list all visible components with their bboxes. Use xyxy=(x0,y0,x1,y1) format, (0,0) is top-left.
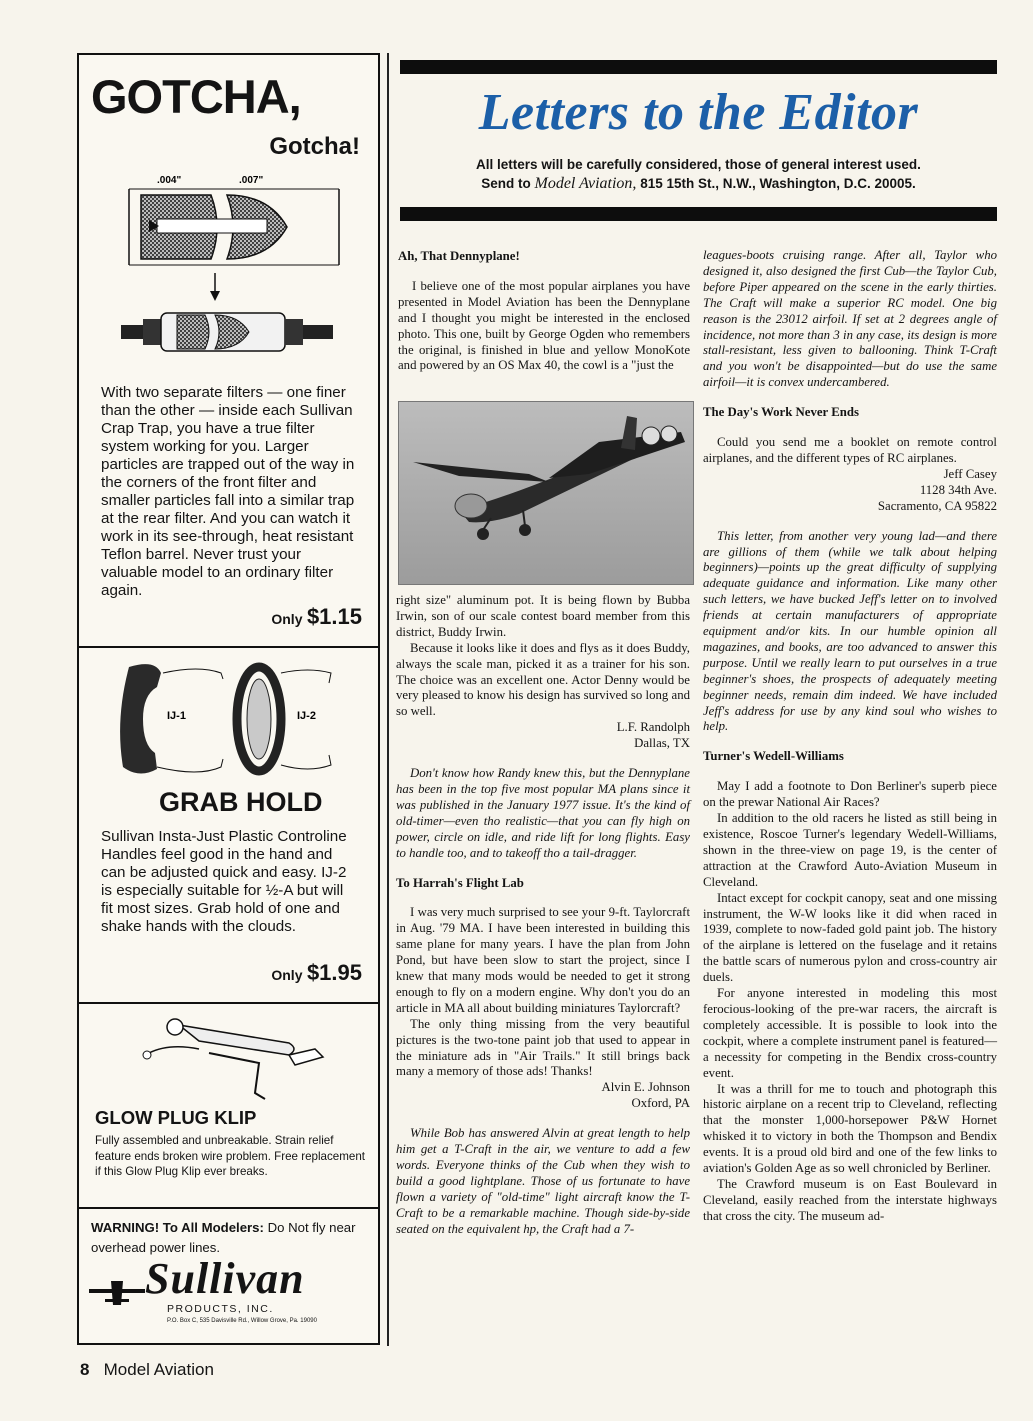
airplane-icon xyxy=(399,402,693,584)
send-to-address: 815 15th St., N.W., Washington, D.C. 20005. xyxy=(640,176,916,191)
letters-column-1-top xyxy=(398,249,690,374)
letter-heading: Turner's Wedell-Williams xyxy=(703,749,844,764)
ad-subheadline: Gotcha! xyxy=(269,133,360,160)
sullivan-address: P.O. Box C, 535 Davisville Rd., Willow Grove, Pa. 19090 xyxy=(167,1318,317,1324)
crap-trap-price xyxy=(271,604,362,630)
handle-label-ij1: IJ-1 xyxy=(167,710,186,722)
letter-paragraph: Could you send me a booklet on remote control airplanes, and the different types of RC airplanes. xyxy=(703,435,997,465)
letter-paragraph: May I add a footnote to Don Berliner's superb piece on the prewar National Air Races? xyxy=(703,779,997,810)
letter-paragraph: The Crawford museum is on East Boulevard in Cleveland, easily reached from the interstate highways that cross the city. The museum ad- xyxy=(703,1176,997,1223)
letters-column-1-bottom xyxy=(396,593,690,1238)
letter-heading: Ah, That Dennyplane! xyxy=(398,249,520,263)
letters-subtitle-line2 xyxy=(400,175,997,193)
letter-paragraph: It was a thrill for me to touch and photograph this historic airplane on a recent trip to Cleveland, reflecting that the monster 1,000-horsepower P&W Hornet whisked it to victory in both the Thompson and Bendix events. It is a proud old bird and one of the few links to aviation's Golden Age as so well chronicled by Berliner. xyxy=(703,1081,997,1176)
ad-headline: GOTCHA, xyxy=(91,70,301,123)
page-footer xyxy=(80,1360,214,1380)
editor-reply: Don't know how Randy knew this, but the Dennyplane has been in the top five most popular MA plans since it was published in the January 1977 issue. It's the kind of old-timer—even tho realistic—that you can fly high on power, circle on idle, and ride lift for long flights. Easy to handle too, and to takeoff tho a tail-dragger. xyxy=(396,766,690,860)
handle-label-ij2: IJ-2 xyxy=(297,710,316,722)
letter-paragraph: The only thing missing from the very beautiful pictures is the two-tone paint job that used to appear in the miniature ads in "Air Trails." It still brings back many a memory of those ads! Thanks! xyxy=(396,1016,690,1079)
letter-paragraph: Intact except for cockpit canopy, seat and one missing instrument, the W-W looks like it did when raced in 1939, complete to now-faded gold paint job. The history of the airplane is lettered on the fuselage and it retains the battle scars of numerous pylon and cross-country air duels. xyxy=(703,890,997,985)
warning-label: WARNING! To All Modelers: xyxy=(91,1220,264,1235)
letter-signature-place: Dallas, TX xyxy=(634,736,690,751)
editor-reply: leagues-boots cruising range. After all, Taylor who designed it, also designed the first Cub—the Taylor Cub, before Piper appeared on the scene in the early thirties. The Craft will make a superior RC model. One big reason is the 23012 airfoil. If set at 2 degrees angle of incidence, not more than 3 in any case, its design is more stall-resistant, less given to ballooning. Think T-Craft and you won't be disappointed—but do use the same airfoil—it is convex undercambered. xyxy=(703,248,997,390)
editor-reply: While Bob has answered Alvin at great length to help him get a T-Craft in the air, we venture to add a few words. Everyone thinks of the Cub when they wish to build a good lightplane. Those of us fortunate to have flown a variety of "old-time" light aircraft know the T-Craft to be a remarkable machine. Though side-by-side seated on the equivalent hp, the Craft had a 7- xyxy=(396,1126,690,1236)
letter-signature-name: Alvin E. Johnson xyxy=(601,1080,690,1095)
editor-reply: This letter, from another very young lad—and there are gillions of them (while we talk about helping beginners)—points up the great difficulty of supplying adequate guidance and information. Like many other such letters, we have bucked Jeff's letter on to involved friends at certain manufacturers of appropriate equipment and/or kits. In our humble opinion all magazines, and books, are too advanced to answer this purpose. Until we really learn to put ourselves in a true beginner's shoes, the prospects of adequately meeting beginner needs, remain dim indeed. We have included Jeff's address for use by any kind soul who wishes to help. xyxy=(703,528,997,734)
warning-notice xyxy=(91,1218,367,1258)
sullivan-advertisement xyxy=(77,53,380,1345)
magazine-name: Model Aviation xyxy=(103,1360,214,1379)
warning-text: Do Not fly near overhead power lines. xyxy=(91,1220,356,1255)
sullivan-wordmark: Sullivan xyxy=(145,1254,305,1303)
letter-paragraph: For anyone interested in modeling this most ferocious-looking of the pre-war racers, the aircraft is completely accessible. It is possible to look into the cockpit, where a complete instrument panel is featured—a necessity for competing in the Bendix cross-country event. xyxy=(703,986,997,1080)
letter-signature-place: Sacramento, CA 95822 xyxy=(877,498,997,513)
letter-heading: To Harrah's Flight Lab xyxy=(396,875,524,890)
grab-hold-description: Sullivan Insta-Just Plastic Controline Handles feel good in the hand and can be adjusted quick and easy. IJ-2 is especially suitable for ½-A but will fit most sizes. Grab hold of one and shake hands with the clouds. xyxy=(101,828,347,935)
send-to-label: Send to xyxy=(481,176,531,191)
send-to-magazine: Model Aviation, xyxy=(534,175,637,192)
letter-signature-place: Oxford, PA xyxy=(631,1096,690,1111)
grab-hold-price xyxy=(271,960,362,986)
header-bar-top xyxy=(400,60,997,74)
price-amount: $1.15 xyxy=(306,604,362,629)
letter-signature-name: L.F. Randolph xyxy=(616,720,690,735)
glow-plug-klip-illustration xyxy=(139,1013,339,1103)
divider xyxy=(79,1207,378,1209)
letter-paragraph: I was very much surprised to see your 9-ft. Taylorcraft in Aug. '79 MA. I have been interested in building this same plane for many years. I have the plan from John Pond, but have been slow to start the project, since I knew that many mods would be needed to get it strong enough to fly on a modern engine. Why don't you do an article in MA all about building miniatures Taylorcraft? xyxy=(396,905,690,1015)
filter-label-004: .004" xyxy=(157,175,182,186)
letter-signature-name: Jeff Casey xyxy=(943,466,997,481)
price-only-label: Only xyxy=(271,611,303,627)
header-bar-bottom xyxy=(400,207,997,221)
divider xyxy=(79,1002,378,1004)
letters-title: Letters to the Editor xyxy=(478,84,919,141)
letter-paragraph: right size" aluminum pot. It is being flown by Bubba Irwin, son of our scale contest board member from this district, Buddy Irwin. xyxy=(396,593,690,639)
letter-paragraph: In addition to the old racers he listed as still being in existence, Roscoe Turner's legendary Wedell-Williams, shown in the three-view on page 19, is the center of attraction at the Crawford Auto-Aviation Museum in Cleveland. xyxy=(703,811,997,889)
sullivan-logo-icon xyxy=(87,1275,147,1311)
column-separator xyxy=(387,53,389,1346)
grab-hold-title: GRAB HOLD xyxy=(159,787,323,817)
letters-column-2 xyxy=(703,248,997,1225)
letter-paragraph: Because it looks like it does and flys as it does Buddy, always the scale man, picked it as a trainer for his son. The choice was an excellent one. Actor Denny would be very pleased to know his design has survived so long and so well. xyxy=(396,640,690,719)
letters-subtitle-line1: All letters will be carefully considered, those of general interest used. xyxy=(476,157,921,172)
sullivan-products-inc: PRODUCTS, INC. xyxy=(167,1303,274,1315)
crap-trap-filter-illustration xyxy=(119,173,359,373)
letter-paragraph: I believe one of the most popular airplanes you have presented in Model Aviation has been the Dennyplane and I thought you might be interested in the enclosed photo. This one, built by George Ogden who remembers the original, is finished in blue and yellow MonoKote and powered by an OS Max 40, the cowl is a "just the xyxy=(398,278,690,373)
divider xyxy=(79,646,378,648)
price-only-label: Only xyxy=(271,967,303,983)
crap-trap-description: With two separate filters — one finer than the other — inside each Sullivan Crap Trap, you have a true filter system working for you. Larger particles are trapped out of the way in the corners of the front filter and smaller particles fall into a similar trap at the rear filter. And you can watch it work in its see-through, heat resistant Teflon barrel. Never trust your valuable model to an ordinary filter again. xyxy=(101,384,355,599)
controline-handles-illustration xyxy=(109,659,349,779)
letter-signature-address: 1128 34th Ave. xyxy=(919,482,997,497)
glow-plug-klip-title: GLOW PLUG KLIP xyxy=(95,1107,257,1128)
filter-label-007: .007" xyxy=(239,175,264,186)
price-amount: $1.95 xyxy=(306,960,362,985)
glow-plug-klip-description: Fully assembled and unbreakable. Strain relief feature ends broken wire problem. Free replacement if this Glow Plug Klip ever breaks. xyxy=(95,1134,366,1178)
letter-heading: The Day's Work Never Ends xyxy=(703,405,859,420)
page-number: 8 xyxy=(80,1360,90,1379)
dennyplane-photo xyxy=(398,401,694,585)
